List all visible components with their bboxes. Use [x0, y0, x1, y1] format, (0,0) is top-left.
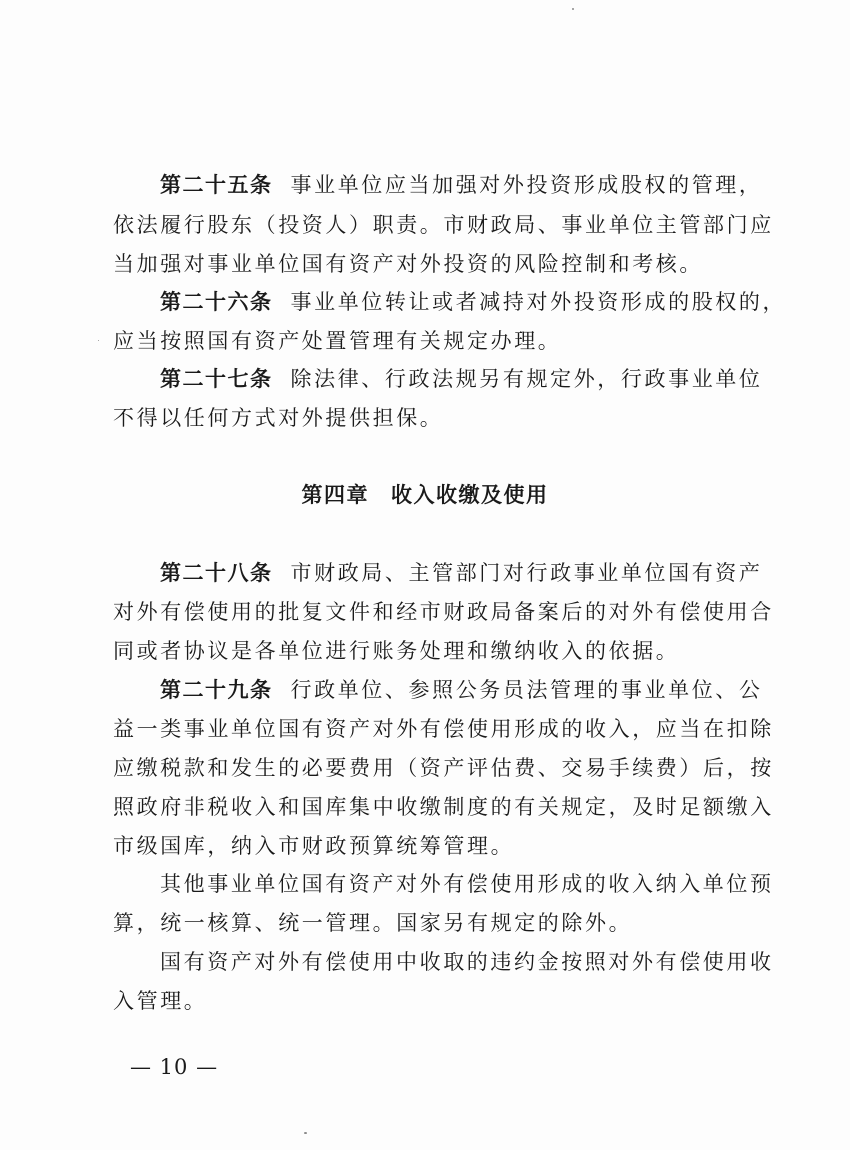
article-25-line-2: 依法履行股东（投资人）职责。市财政局、事业单位主管部门应 [113, 213, 774, 237]
article-27-heading: 第二十七条 [160, 367, 273, 391]
article-28-heading: 第二十八条 [160, 561, 273, 585]
article-26-line-2: 应当按照国有资产处置管理有关规定办理。 [113, 329, 562, 353]
scan-speck [98, 340, 99, 341]
article-28-text: 市财政局、主管部门对行政事业单位国有资产 [290, 561, 763, 585]
article-27-line-2: 不得以任何方式对外提供担保。 [113, 406, 444, 430]
article-25-heading: 第二十五条 [160, 173, 273, 197]
article-28-line-1 [160, 558, 763, 588]
paragraph-3-line-2: 入管理。 [113, 989, 208, 1013]
article-29-heading: 第二十九条 [160, 678, 273, 702]
scan-speck [304, 1132, 307, 1134]
article-29-text: 行政单位、参照公务员法管理的事业单位、公 [290, 678, 763, 702]
paragraph-2-line-2: 算，统一核算、统一管理。国家另有规定的除外。 [113, 911, 633, 935]
paragraph-3-line-1: 国有资产对外有偿使用中收取的违约金按照对外有偿使用收 [160, 950, 774, 974]
chapter-heading [0, 480, 850, 510]
article-25-text: 事业单位应当加强对外投资形成股权的管理， [290, 173, 763, 197]
article-26-line-1 [160, 287, 786, 317]
article-25-line-1 [160, 170, 763, 200]
article-29-line-4: 照政府非税收入和国库集中收缴制度的有关规定，及时足额缴入 [113, 795, 774, 819]
chapter-title: 收入收缴及使用 [391, 483, 549, 507]
article-29-line-1 [160, 675, 763, 705]
article-26-text: 事业单位转让或者减持对外投资形成的股权的， [290, 290, 787, 314]
paragraph-2-line-1: 其他事业单位国有资产对外有偿使用形成的收入纳入单位预 [160, 872, 774, 896]
article-27-line-1 [160, 364, 763, 394]
chapter-number: 第四章 [301, 483, 369, 507]
article-28-line-3: 同或者协议是各单位进行账务处理和缴纳收入的依据。 [113, 639, 680, 663]
article-25-line-3: 当加强对事业单位国有资产对外投资的风险控制和考核。 [113, 252, 703, 276]
page-number: — 10 — [130, 1055, 219, 1079]
article-28-line-2: 对外有偿使用的批复文件和经市财政局备案后的对外有偿使用合 [113, 600, 774, 624]
article-29-line-2: 益一类事业单位国有资产对外有偿使用形成的收入，应当在扣除 [113, 717, 774, 741]
article-27-text: 除法律、行政法规另有规定外，行政事业单位 [290, 367, 763, 391]
scan-speck [572, 8, 574, 10]
article-29-line-5: 市级国库，纳入市财政预算统筹管理。 [113, 834, 515, 858]
article-26-heading: 第二十六条 [160, 290, 273, 314]
article-29-line-3: 应缴税款和发生的必要费用（资产评估费、交易手续费）后，按 [113, 756, 774, 780]
